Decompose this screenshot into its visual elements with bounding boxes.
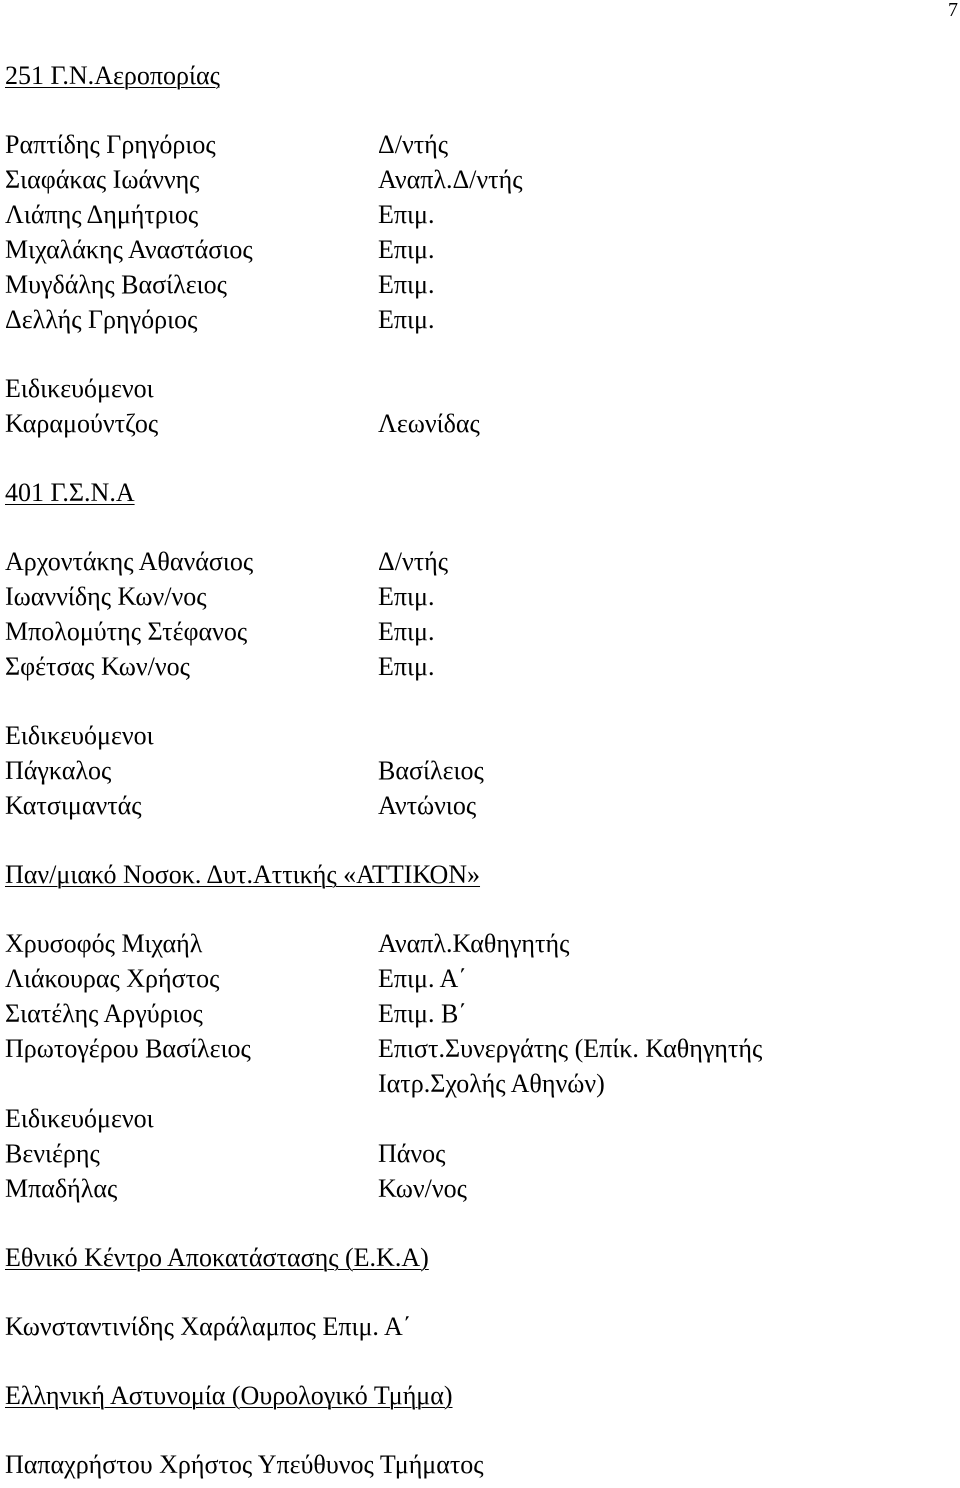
section-heading: 251 Γ.Ν.Αεροπορίας bbox=[5, 61, 220, 90]
staff-role: Επιμ. bbox=[378, 652, 435, 681]
trainee-first-name: Κων/νος bbox=[378, 1174, 467, 1203]
staff-role: Επιμ. bbox=[378, 200, 435, 229]
staff-role: Επιμ. bbox=[378, 235, 435, 264]
staff-row bbox=[5, 649, 955, 684]
staff-role: Δ/ντής bbox=[378, 130, 449, 159]
staff-name: Χρυσοφός Μιχαήλ bbox=[5, 929, 203, 958]
staff-row bbox=[5, 267, 955, 302]
section-heading: Παν/μιακό Νοσοκ. Δυτ.Αττικής «ΑΤΤΙΚΟΝ» bbox=[5, 860, 481, 889]
trainee-first-name: Πάνος bbox=[378, 1139, 446, 1168]
staff-name: Πρωτογέρου Βασίλειος bbox=[5, 1034, 251, 1063]
staff-name: Μιχαλάκης Αναστάσιος bbox=[5, 235, 253, 264]
staff-name: Σιαφάκας Ιωάννης bbox=[5, 165, 200, 194]
staff-role: Επιμ. bbox=[378, 305, 435, 334]
trainee-surname: Βενιέρης bbox=[5, 1139, 100, 1168]
staff-row bbox=[5, 614, 955, 649]
section-heading: Εθνικό Κέντρο Αποκατάστασης (Ε.Κ.Α) bbox=[5, 1243, 429, 1272]
staff-name: Αρχοντάκης Αθανάσιος bbox=[5, 547, 254, 576]
staff-line: Παπαχρήστου Χρήστος Υπεύθυνος Τμήματος bbox=[5, 1450, 484, 1479]
staff-role: Επιστ.Συνεργάτης (Επίκ. Καθηγητής bbox=[378, 1034, 763, 1063]
staff-name: Ιωαννίδης Κων/νος bbox=[5, 582, 207, 611]
page-number: 7 bbox=[948, 0, 958, 21]
trainee-row bbox=[5, 1171, 955, 1206]
staff-name: Λιάκουρας Χρήστος bbox=[5, 964, 220, 993]
staff-name: Σφέτσας Κων/νος bbox=[5, 652, 190, 681]
staff-role: Αναπλ.Δ/ντής bbox=[378, 165, 523, 194]
staff-row-continued bbox=[5, 1066, 955, 1101]
trainee-row bbox=[5, 1136, 955, 1171]
trainees-label: Ειδικευόμενοι bbox=[5, 1104, 154, 1133]
trainees-label: Ειδικευόμενοι bbox=[5, 721, 154, 750]
staff-row bbox=[5, 127, 955, 162]
staff-role: Δ/ντής bbox=[378, 547, 449, 576]
staff-role: Επιμ. Α΄ bbox=[378, 964, 467, 993]
staff-row bbox=[5, 162, 955, 197]
staff-role: Αναπλ.Καθηγητής bbox=[378, 929, 570, 958]
trainee-first-name: Αντώνιος bbox=[378, 791, 477, 820]
staff-name: Ραπτίδης Γρηγόριος bbox=[5, 130, 216, 159]
staff-role: Επιμ. bbox=[378, 582, 435, 611]
staff-row bbox=[5, 197, 955, 232]
section-heading: Ελληνική Αστυνομία (Ουρολογικό Τμήμα) bbox=[5, 1381, 453, 1410]
staff-role: Επιμ. bbox=[378, 617, 435, 646]
trainee-first-name: Λεωνίδας bbox=[378, 409, 480, 438]
staff-row bbox=[5, 926, 955, 961]
trainee-row bbox=[5, 788, 955, 823]
staff-name: Λιάπης Δημήτριος bbox=[5, 200, 199, 229]
trainee-first-name: Βασίλειος bbox=[378, 756, 484, 785]
staff-row bbox=[5, 1031, 955, 1066]
document-body bbox=[5, 58, 955, 1482]
trainee-row bbox=[5, 753, 955, 788]
section-heading: 401 Γ.Σ.Ν.Α bbox=[5, 478, 135, 507]
trainee-row bbox=[5, 406, 955, 441]
trainee-surname: Πάγκαλος bbox=[5, 756, 112, 785]
trainee-surname: Κατσιμαντάς bbox=[5, 791, 142, 820]
staff-role: Επιμ. Β΄ bbox=[378, 999, 467, 1028]
staff-role-continued: Ιατρ.Σχολής Αθηνών) bbox=[378, 1069, 605, 1098]
trainees-label: Ειδικευόμενοι bbox=[5, 374, 154, 403]
staff-row bbox=[5, 996, 955, 1031]
staff-name: Μπολομύτης Στέφανος bbox=[5, 617, 248, 646]
staff-name: Σιατέλης Αργύριος bbox=[5, 999, 203, 1028]
trainee-surname: Καραμούντζος bbox=[5, 409, 159, 438]
staff-name: Μυγδάλης Βασίλειος bbox=[5, 270, 227, 299]
trainee-surname: Μπαδήλας bbox=[5, 1174, 118, 1203]
staff-row bbox=[5, 302, 955, 337]
staff-row bbox=[5, 579, 955, 614]
staff-line: Κωνσταντινίδης Χαράλαμπος Επιμ. Α΄ bbox=[5, 1312, 412, 1341]
staff-row bbox=[5, 232, 955, 267]
staff-name: Δελλής Γρηγόριος bbox=[5, 305, 198, 334]
staff-role: Επιμ. bbox=[378, 270, 435, 299]
staff-row bbox=[5, 544, 955, 579]
staff-row bbox=[5, 961, 955, 996]
